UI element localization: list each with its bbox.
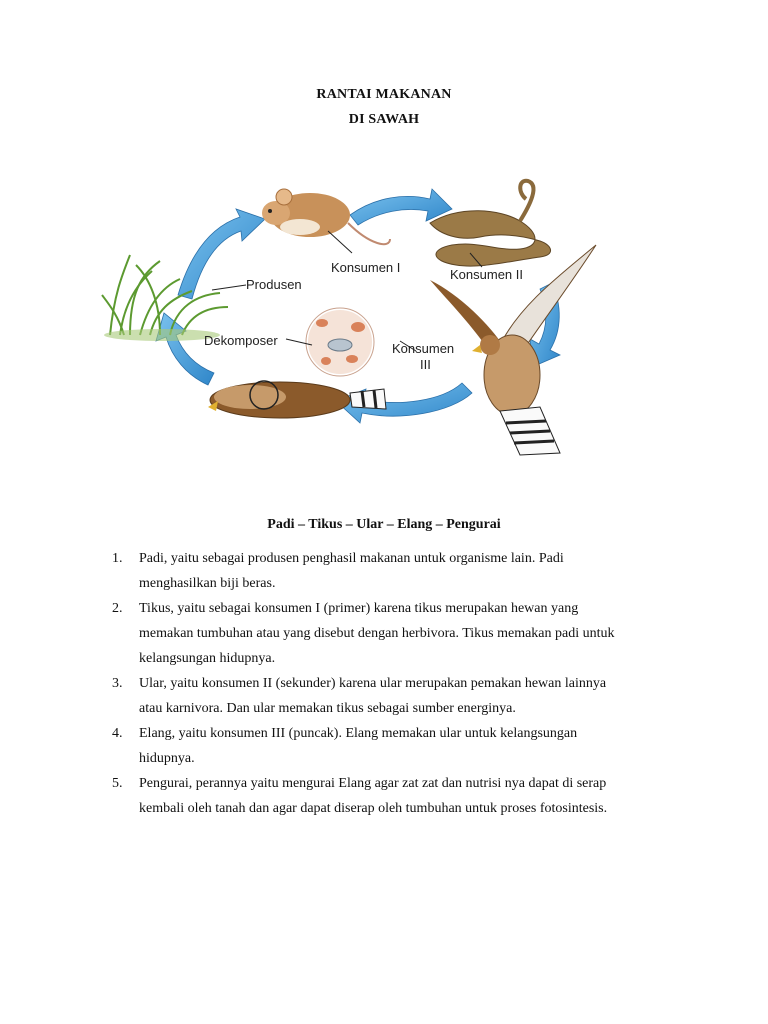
label-produsen: Produsen [246,277,302,292]
list-item-number: 3. [112,676,123,691]
list-item [112,546,672,596]
list-item [112,671,672,721]
label-dekomposer: Dekomposer [204,333,278,348]
label-konsumen3-line1: Konsumen [392,341,455,356]
list-item-number: 5. [112,776,123,791]
list-item-line: menghasilkan biji beras. [139,576,276,591]
list-item [112,596,672,671]
snake-icon [430,181,551,266]
list-item-line: kelangsungan hidupnya. [139,651,276,666]
list-item-number: 2. [112,601,123,616]
label-konsumen3-line2: III [420,357,431,372]
list-item-line: Ular, yaitu konsumen II (sekunder) karena ular merupakan pemakan hewan lainnya [139,676,607,691]
list-item-number: 1. [112,551,123,566]
list-item [112,721,672,771]
bacteria-magnifier-icon [306,308,374,376]
list-item-line: Tikus, yaitu sebagai konsumen I (primer) karena tikus merupakan hewan yang [139,601,579,616]
list-item-line: Pengurai, perannya yaitu mengurai Elang agar zat zat dan nutrisi nya dapat di serap [139,776,607,791]
page-title-line1: RANTAI MAKANAN [316,87,452,102]
list-item-line: Padi, yaitu sebagai produsen penghasil makanan untuk organisme lain. Padi [139,551,564,566]
list-item-line: memakan tumbuhan atau yang disebut dengan herbivora. Tikus memakan padi untuk [139,626,615,641]
food-chain-heading: Padi – Tikus – Ular – Elang – Pengurai [267,517,501,532]
explanation-list [112,546,672,821]
label-konsumen2: Konsumen II [450,267,523,282]
list-item-line: kembali oleh tanah dan agar dapat diserap oleh tumbuhan untuk proses fotosintesis. [139,801,608,816]
food-chain-diagram [100,175,610,465]
list-item-line: hidupnya. [139,751,195,766]
page-title-line2: DI SAWAH [348,112,420,127]
list-item-line: atau karnivora. Dan ular memakan tikus sebagai sumber energinya. [139,701,516,716]
list-item-number: 4. [112,726,123,741]
list-item-line: Elang, yaitu konsumen III (puncak). Elang memakan ular untuk kelangsungan [139,726,578,741]
label-konsumen1: Konsumen I [331,260,401,275]
list-item [112,771,672,821]
